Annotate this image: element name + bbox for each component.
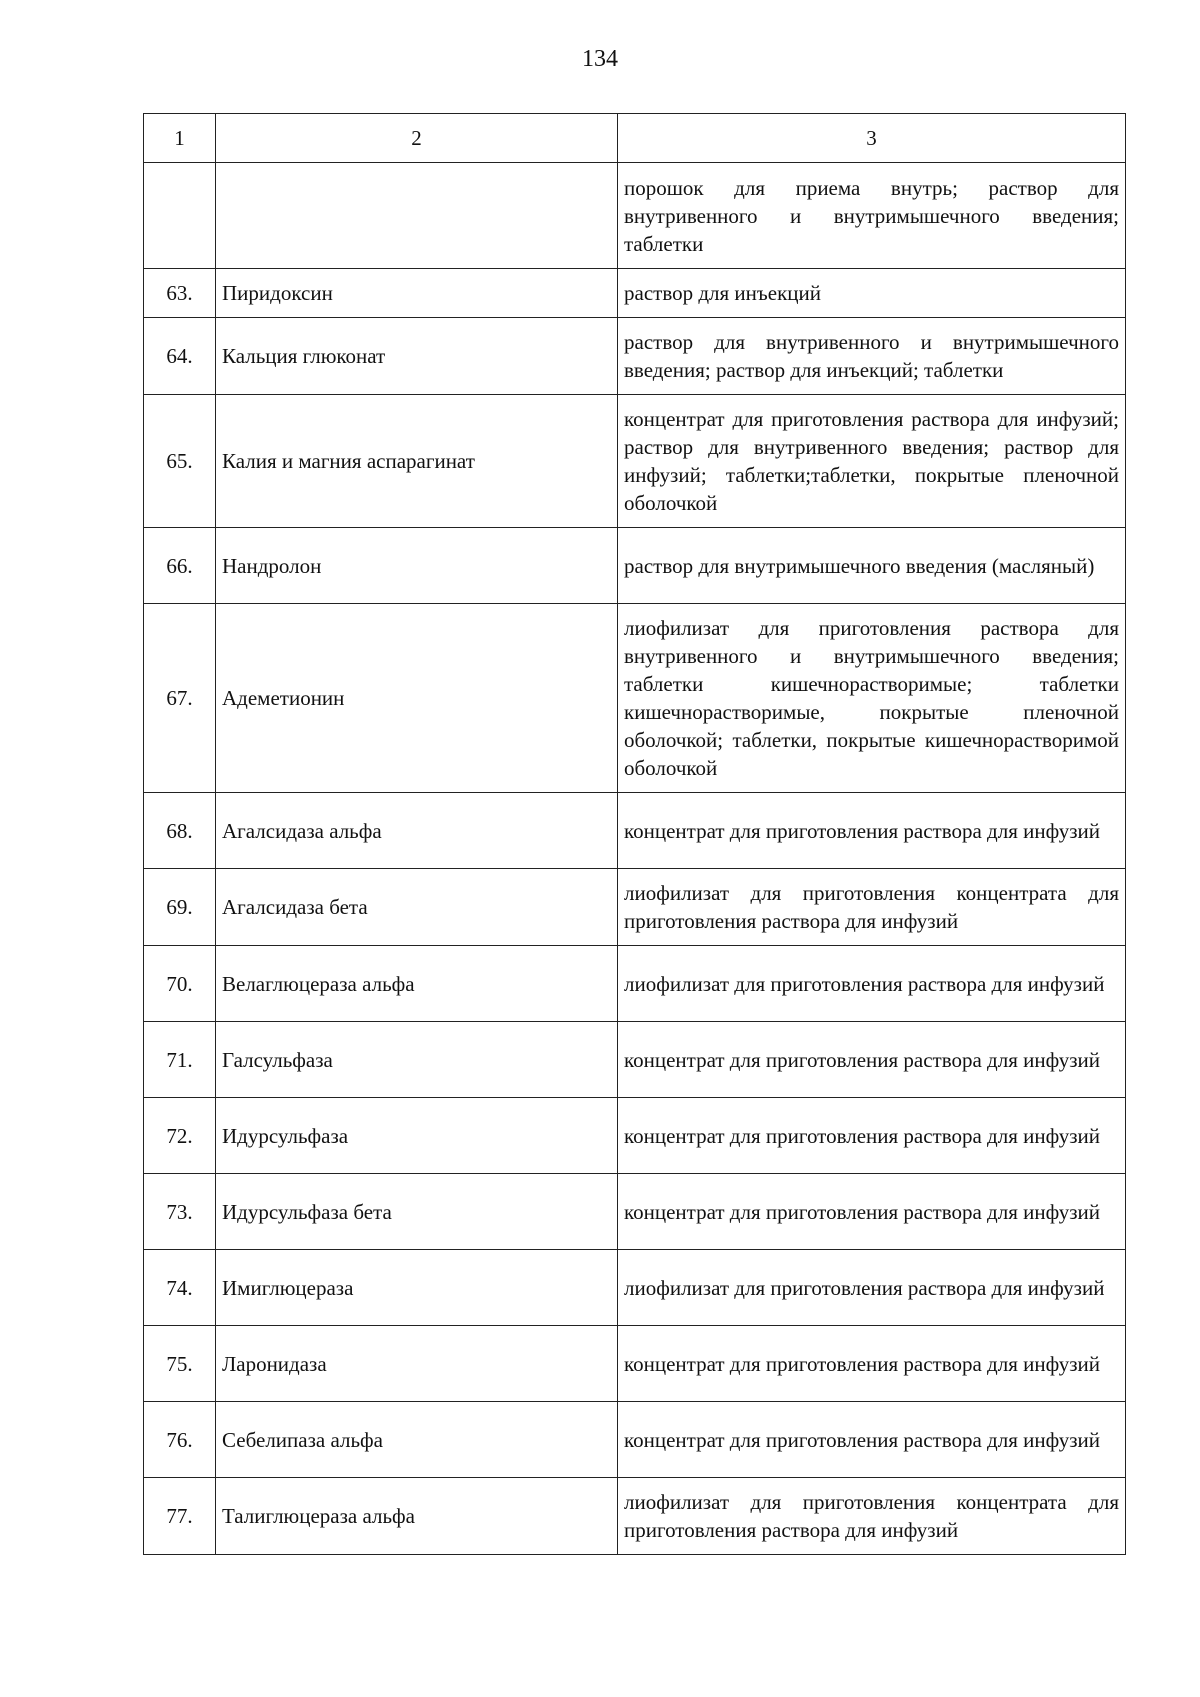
row-number-cell: 70. (144, 946, 216, 1022)
row-number-cell: 69. (144, 869, 216, 946)
row-form-cell: лиофилизат для приготовления раствора для внутривенного и внутримышечного введения; таблетки кишечнорастворимые; таблетки кишечнорастворимые, покрытые пленочной оболочкой; таблетки, покрытые кишечнорастворимой оболочкой (618, 604, 1126, 793)
row-form-cell: концентрат для приготовления раствора для инфузий (618, 1402, 1126, 1478)
row-name-cell: Идурсульфаза бета (216, 1174, 618, 1250)
table-row (144, 1098, 1126, 1174)
row-number-cell: 66. (144, 528, 216, 604)
row-number-cell (144, 163, 216, 269)
table-row-continuation (144, 163, 1126, 269)
row-number-cell: 73. (144, 1174, 216, 1250)
row-number-cell: 71. (144, 1022, 216, 1098)
page-number: 134 (582, 46, 618, 72)
row-name-cell: Идурсульфаза (216, 1098, 618, 1174)
row-name-cell: Адеметионин (216, 604, 618, 793)
row-name-cell: Имиглюцераза (216, 1250, 618, 1326)
medication-table (143, 113, 1126, 1555)
table-header-row (144, 114, 1126, 163)
table-row (144, 1478, 1126, 1555)
header-col-1: 1 (144, 114, 216, 163)
table-row (144, 604, 1126, 793)
row-form-cell: концентрат для приготовления раствора для инфузий (618, 793, 1126, 869)
row-number-cell: 65. (144, 395, 216, 528)
table-row (144, 1326, 1126, 1402)
row-form-cell: концентрат для приготовления раствора для инфузий; раствор для внутривенного введения; раствор для инфузий; таблетки;таблетки, покрытые пленочной оболочкой (618, 395, 1126, 528)
row-number-cell: 67. (144, 604, 216, 793)
row-form-cell: лиофилизат для приготовления раствора для инфузий (618, 946, 1126, 1022)
row-name-cell: Галсульфаза (216, 1022, 618, 1098)
row-name-cell: Агалсидаза бета (216, 869, 618, 946)
row-name-cell: Себелипаза альфа (216, 1402, 618, 1478)
table-row (144, 1022, 1126, 1098)
row-number-cell: 74. (144, 1250, 216, 1326)
row-form-cell: лиофилизат для приготовления концентрата для приготовления раствора для инфузий (618, 869, 1126, 946)
row-name-cell: Пиридоксин (216, 269, 618, 318)
row-form-cell: лиофилизат для приготовления концентрата для приготовления раствора для инфузий (618, 1478, 1126, 1555)
row-number-cell: 76. (144, 1402, 216, 1478)
row-form-cell: раствор для внутривенного и внутримышечного введения; раствор для инъекций; таблетки (618, 318, 1126, 395)
row-number-cell: 64. (144, 318, 216, 395)
table-row (144, 869, 1126, 946)
row-name-cell: Талиглюцераза альфа (216, 1478, 618, 1555)
row-form-cell: лиофилизат для приготовления раствора для инфузий (618, 1250, 1126, 1326)
header-col-2: 2 (216, 114, 618, 163)
row-number-cell: 72. (144, 1098, 216, 1174)
table-row (144, 395, 1126, 528)
row-name-cell: Нандролон (216, 528, 618, 604)
table-row (144, 946, 1126, 1022)
header-col-3: 3 (618, 114, 1126, 163)
row-form-cell: концентрат для приготовления раствора для инфузий (618, 1326, 1126, 1402)
table-row (144, 1402, 1126, 1478)
row-form-cell: раствор для внутримышечного введения (масляный) (618, 528, 1126, 604)
row-name-cell: Калия и магния аспарагинат (216, 395, 618, 528)
row-number-cell: 68. (144, 793, 216, 869)
row-name-cell: Агалсидаза альфа (216, 793, 618, 869)
row-form-cell: концентрат для приготовления раствора для инфузий (618, 1174, 1126, 1250)
row-form-cell: раствор для инъекций (618, 269, 1126, 318)
row-form-cell: концентрат для приготовления раствора для инфузий (618, 1022, 1126, 1098)
row-form-cell: концентрат для приготовления раствора для инфузий (618, 1098, 1126, 1174)
table-row (144, 528, 1126, 604)
row-name-cell (216, 163, 618, 269)
row-name-cell: Кальция глюконат (216, 318, 618, 395)
table-row (144, 269, 1126, 318)
table-row (144, 793, 1126, 869)
row-number-cell: 77. (144, 1478, 216, 1555)
table-row (144, 1174, 1126, 1250)
row-number-cell: 75. (144, 1326, 216, 1402)
row-name-cell: Ларонидаза (216, 1326, 618, 1402)
row-name-cell: Велаглюцераза альфа (216, 946, 618, 1022)
row-form-cell: порошок для приема внутрь; раствор для внутривенного и внутримышечного введения; таблетки (618, 163, 1126, 269)
table-row (144, 1250, 1126, 1326)
row-number-cell: 63. (144, 269, 216, 318)
table-row (144, 318, 1126, 395)
